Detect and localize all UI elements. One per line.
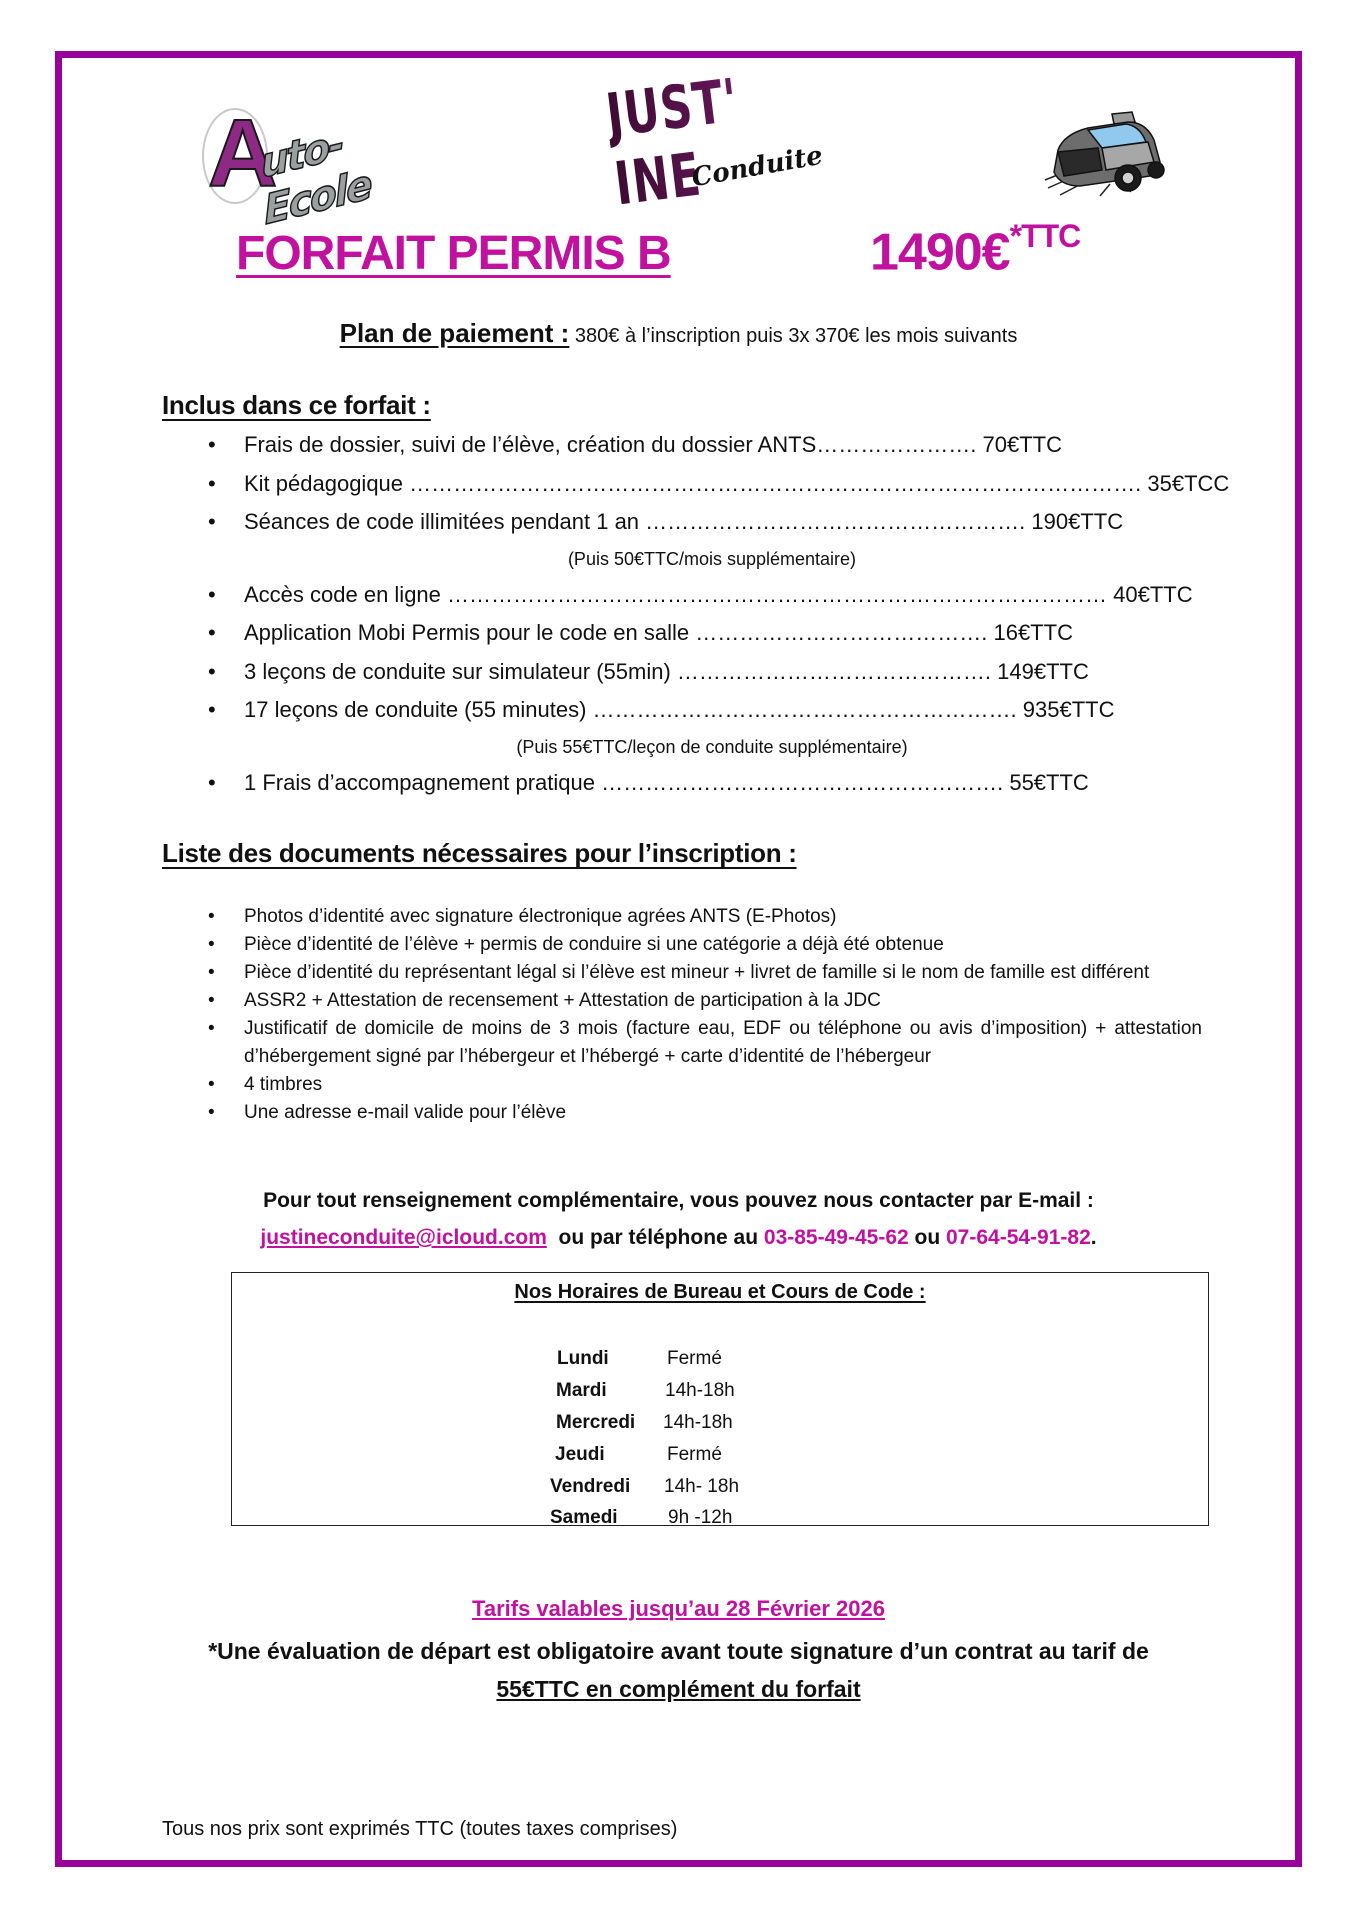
- bullet-icon: •: [208, 906, 215, 927]
- item-label: Application Mobi Permis pour le code en salle: [244, 620, 696, 645]
- document-item: • 4 timbres: [162, 1071, 1202, 1099]
- included-item: [162, 614, 1122, 653]
- included-item: [162, 653, 1122, 692]
- document-item: • Photos d’identité avec signature électronique agrées ANTS (E-Photos): [162, 903, 1202, 931]
- item-label: Frais de dossier, suivi de l’élève, création du dossier ANTS: [244, 432, 817, 457]
- item-amount: 55€TTC: [1009, 769, 1089, 795]
- bullet-icon: •: [208, 470, 216, 496]
- contact-details: justineconduite@icloud.com ou par téléphone au 03-85-49-45-62 ou 07-64-54-91-82.: [260, 1226, 1097, 1249]
- email-link[interactable]: justineconduite@icloud.com: [260, 1226, 547, 1249]
- bullet-icon: •: [208, 581, 216, 607]
- item-label: 1 Frais d’accompagnement pratique: [244, 769, 602, 795]
- auto-ecole-logo: [200, 100, 440, 235]
- hours-time: 14h- 18h: [664, 1476, 740, 1497]
- item-note: (Puis 50€TTC/mois supplémentaire): [567, 548, 857, 569]
- item-dots: ………………………………………………………………………………: [447, 581, 1114, 607]
- bullet-icon: •: [208, 658, 216, 684]
- documents-heading: Liste des documents nécessaires pour l’inscription :: [162, 838, 797, 868]
- bullet-icon: •: [208, 990, 215, 1011]
- item-amount: 35€TCC: [1147, 470, 1230, 496]
- document-item: • Pièce d’identité du représentant légal si l’élève est mineur + livret de famille si le nom de famille est différent: [162, 959, 1202, 987]
- bullet-icon: •: [208, 1074, 215, 1095]
- included-heading-text: Inclus dans ce forfait: [162, 390, 416, 420]
- bullet-icon: •: [208, 769, 216, 795]
- item-amount: 935€TTC: [1022, 697, 1115, 722]
- hours-time: 14h-18h: [665, 1380, 735, 1401]
- item-dots: …………………………………….: [676, 658, 998, 684]
- phone-1[interactable]: 03-85-49-45-62: [763, 1226, 909, 1249]
- bullet-icon: •: [208, 934, 215, 955]
- included-item: [162, 764, 1122, 803]
- bullet-icon: •: [208, 620, 216, 645]
- document-item: • Justificatif de domicile de moins de 3 mois (facture eau, EDF ou téléphone ou avis d’imposition) + attestation d’hébergement signé par l’hébergeur et l’hébergé + carte d’identité de l’hébergeur: [162, 1015, 1202, 1071]
- page-title: FORFAIT PERMIS B: [236, 227, 671, 280]
- hours-day: Samedi: [550, 1507, 618, 1528]
- item-label: Accès code en ligne: [244, 581, 448, 607]
- included-heading: [162, 390, 431, 421]
- included-item: [162, 691, 1122, 730]
- included-heading-colon: :: [415, 390, 431, 420]
- document-item: • ASSR2 + Attestation de recensement + Attestation de participation à la JDC: [162, 987, 1202, 1015]
- included-item: [162, 576, 1193, 615]
- item-label: 3 leçons de conduite sur simulateur (55min): [244, 658, 677, 684]
- hours-time: 9h -12h: [668, 1507, 733, 1528]
- evaluation-note: [0, 1632, 1357, 1708]
- item-label: 17 leçons de conduite (55 minutes): [244, 697, 593, 722]
- hours-day: Lundi: [557, 1348, 609, 1369]
- hours-day: Mercredi: [556, 1412, 636, 1433]
- brand-subtitle: Conduite: [689, 140, 826, 194]
- contact-intro: Pour tout renseignement complémentaire, vous pouvez nous contacter par E-mail :: [263, 1189, 1094, 1212]
- item-note: (Puis 55€TTC/leçon de conduite supplémentaire): [516, 736, 908, 757]
- bullet-icon: •: [208, 1018, 215, 1039]
- price-value: 1490€: [870, 223, 1010, 282]
- item-amount: 149€TTC: [997, 658, 1089, 684]
- logo-letter-a: A: [208, 100, 278, 207]
- item-dots: ………………………………………………….: [592, 697, 1023, 722]
- hours-table: [231, 1272, 1209, 1526]
- phone-2[interactable]: 07-64-54-91-82: [946, 1226, 1091, 1249]
- bullet-icon: •: [208, 1102, 215, 1123]
- included-list: [162, 426, 1230, 802]
- evaluation-line-1: *Une évaluation de départ est obligatoire avant toute signature d’un contrat au tarif de: [208, 1638, 1149, 1664]
- evaluation-line-2: 55€TTC en complément du forfait: [496, 1676, 861, 1702]
- justine-conduite-logo: [602, 66, 826, 220]
- item-dots: ……………………………………………….: [601, 769, 1010, 795]
- package-price: [870, 218, 1081, 282]
- item-dots: ………………………………….: [695, 620, 994, 645]
- bullet-icon: •: [208, 962, 215, 983]
- document-item: • Une adresse e-mail valide pour l’élève: [162, 1099, 1202, 1127]
- item-dots: …………………………………………….: [645, 509, 1032, 534]
- bullet-icon: •: [208, 509, 216, 534]
- item-label: Séances de code illimitées pendant 1 an: [244, 509, 646, 534]
- hours-day: Vendredi: [550, 1476, 631, 1497]
- hours-time: Fermé: [667, 1444, 722, 1465]
- item-label: Kit pédagogique: [244, 470, 410, 496]
- payment-plan-label: Plan de paiement :: [339, 318, 570, 348]
- item-amount: 70€TTC: [982, 432, 1062, 457]
- payment-plan: [0, 318, 1357, 349]
- bullet-icon: •: [208, 697, 216, 722]
- hours-time: Fermé: [667, 1348, 722, 1369]
- documents-list: [162, 903, 1202, 1127]
- taxi-car-icon: [1040, 100, 1170, 200]
- hours-day: Jeudi: [555, 1444, 605, 1465]
- included-item: [162, 465, 1230, 504]
- item-amount: 16€TTC: [993, 620, 1073, 645]
- item-dots: ………………….: [816, 432, 983, 457]
- hours-title: Nos Horaires de Bureau et Cours de Code :: [514, 1281, 926, 1303]
- item-amount: 190€TTC: [1031, 509, 1124, 534]
- logo-word: uto-Ecole: [259, 120, 373, 235]
- item-dots: ……………………………………………………………………………………….: [409, 470, 1148, 496]
- contact-block: [0, 1182, 1357, 1256]
- included-item: [162, 503, 1122, 542]
- document-item: • Pièce d’identité de l’élève + permis de conduire si une catégorie a déjà été obtenue: [162, 931, 1202, 959]
- bullet-icon: •: [208, 432, 216, 457]
- included-item: [162, 426, 1122, 465]
- validity-note: Tarifs valables jusqu’au 28 Février 2026: [472, 1596, 885, 1621]
- price-suffix: *TTC: [1009, 218, 1081, 254]
- payment-plan-text: 380€ à l’inscription puis 3x 370€ les mois suivants: [569, 325, 1018, 347]
- hours-day: Mardi: [556, 1380, 607, 1401]
- footer-note: Tous nos prix sont exprimés TTC (toutes taxes comprises): [162, 1818, 678, 1840]
- hours-time: 14h-18h: [663, 1412, 733, 1433]
- item-amount: 40€TTC: [1113, 581, 1193, 607]
- brand-name: JUST' INE: [603, 59, 812, 219]
